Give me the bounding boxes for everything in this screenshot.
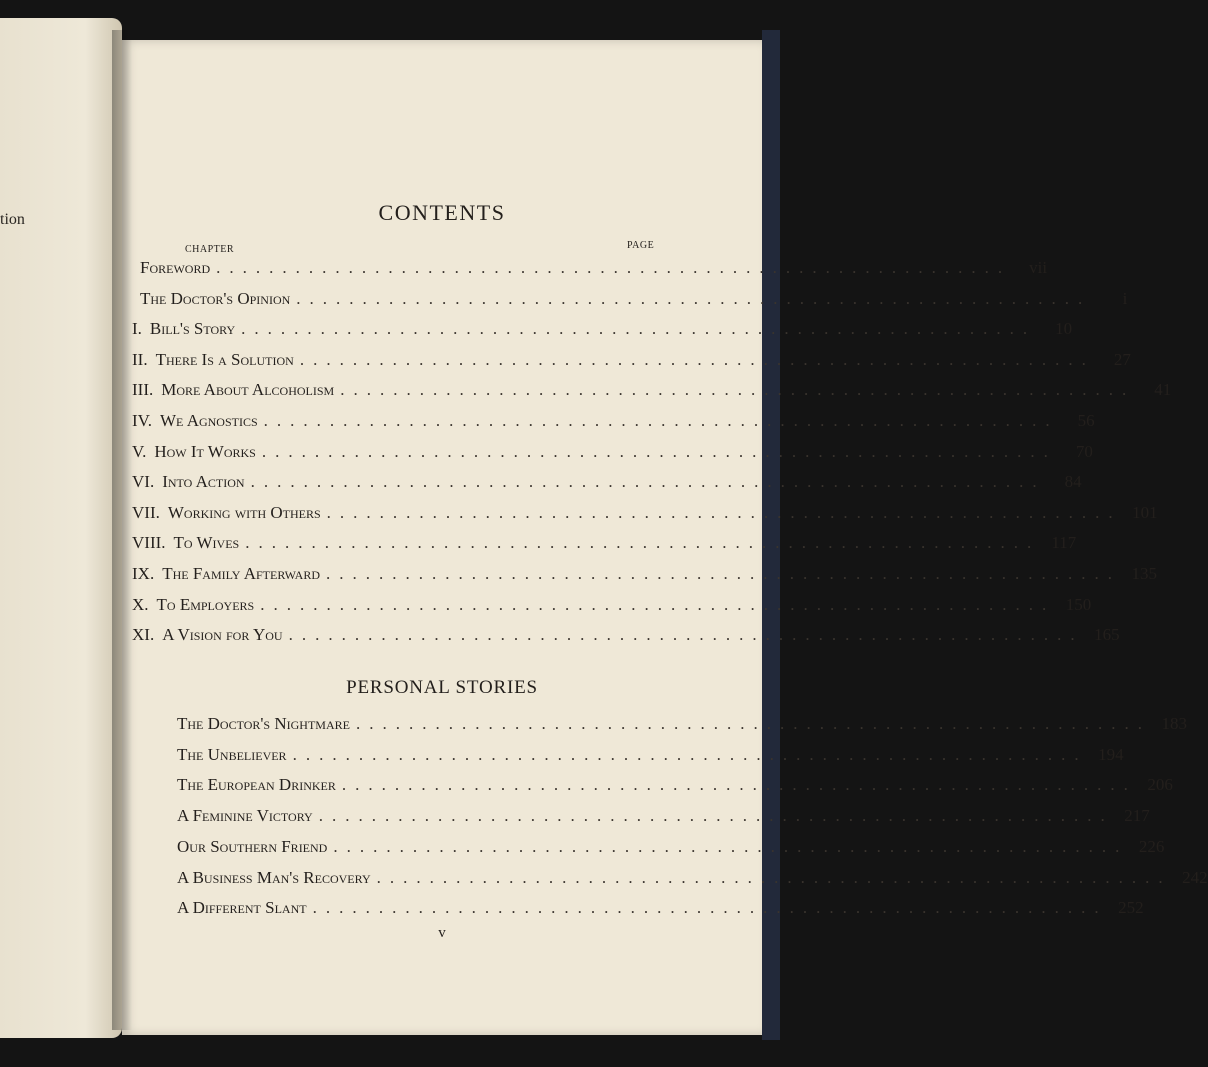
chapter-row [132,593,1092,617]
chapter-page-number: 56 [1077,411,1095,430]
chapter-row [132,470,1082,494]
dot-leader: ............................................................ [263,411,1059,430]
dot-leader: ............................................................ [318,806,1114,826]
dot-leader: ............................................................ [216,258,1012,277]
story-row [177,743,1124,767]
page-folio: v [438,925,446,941]
story-row [177,835,1165,859]
chapter-page-number: 150 [1065,594,1092,614]
dot-leader: ............................................................ [288,625,1084,645]
dot-leader: ............................................................ [326,502,1122,522]
chapter-number: III. [132,380,154,400]
chapter-number: I. [132,319,142,339]
chapter-number: VI. [132,472,155,492]
dot-leader: ............................................................ [312,898,1108,918]
chapter-row [132,287,1128,311]
chapter-number: VII. [132,502,160,522]
chapter-row [132,562,1158,586]
dot-leader: ............................................................ [245,533,1041,553]
chapter-page-number: vii [1029,258,1048,277]
dot-leader: ............................................................ [355,714,1151,733]
chapter-row [132,378,1172,402]
chapter-row [132,348,1131,372]
chapter-row [132,501,1158,525]
table-of-contents [122,40,1208,1035]
chapter-page-number: 165 [1094,625,1120,645]
chapter-title: To Wives [173,533,240,553]
chapter-page-number: 41 [1154,380,1172,400]
story-row [177,712,1187,736]
chapter-title: Bill's Story [149,319,236,339]
chapter-row [132,317,1073,341]
story-page-number: 183 [1161,714,1187,733]
dot-leader: ............................................................ [299,349,1095,369]
chapter-page-number: i [1122,288,1128,308]
story-title: The European Drinker [177,775,336,795]
page-column-header: PAGE [627,240,655,251]
dot-leader: ............................................................ [376,867,1172,887]
chapter-number: IX. [132,564,155,583]
story-title: The Unbeliever [177,744,287,764]
chapter-page-number: 70 [1075,441,1093,461]
story-page-number: 206 [1147,775,1173,795]
story-row [177,866,1208,890]
dot-leader: ............................................................ [261,441,1057,461]
chapter-row [132,440,1093,464]
dot-leader: ............................................................ [340,380,1136,400]
contents-title: CONTENTS [378,200,506,225]
gutter-shadow [112,30,132,1030]
dot-leader: ............................................................ [326,564,1122,583]
chapter-title: More About Alcoholism [161,380,335,400]
dot-leader: ............................................................ [260,594,1056,614]
chapter-page-number: 135 [1131,564,1158,583]
chapter-number: IV. [132,411,152,430]
chapter-title: There Is a Solution [155,349,294,369]
chapter-number: II. [132,349,148,369]
chapter-row [132,256,1048,280]
chapter-number: X. [132,594,149,614]
chapter-title: Working with Others [167,502,321,522]
chapter-page-number: 101 [1132,502,1158,522]
chapter-title: Foreword [140,258,211,277]
story-row [177,896,1144,920]
chapter-row [132,409,1095,433]
dot-leader: ............................................................ [333,836,1129,856]
chapter-title: How It Works [154,441,256,461]
story-row [177,773,1173,797]
chapter-number: VIII. [132,533,166,553]
story-title: Our Southern Friend [177,836,328,856]
dot-leader: ............................................................ [296,288,1092,308]
chapter-page-number: 27 [1113,349,1131,369]
dot-leader: ............................................................ [250,472,1046,492]
chapter-row [132,531,1077,555]
story-page-number: 217 [1124,806,1150,826]
chapter-title: To Employers [156,594,255,614]
chapter-title: The Family Afterward [162,564,321,583]
story-title: A Different Slant [177,898,307,918]
story-page-number: 226 [1138,836,1165,856]
chapter-page-number: 84 [1064,472,1082,492]
personal-stories-title: PERSONAL STORIES [346,677,538,698]
dot-leader: ............................................................ [241,319,1037,339]
chapter-page-number: 10 [1055,319,1073,339]
chapter-number: V. [132,441,147,461]
left-page-fragment: tion [0,211,25,228]
chapter-row [132,623,1120,647]
dot-leader: ............................................................ [341,775,1137,795]
story-page-number: 252 [1118,898,1144,918]
chapter-page-number: 117 [1051,533,1077,553]
left-page [0,18,122,1038]
chapter-number: XI. [132,625,155,645]
story-title: A Feminine Victory [177,806,313,826]
story-title: A Business Man's Recovery [177,867,371,887]
dot-leader: ............................................................ [292,744,1088,764]
story-row [177,804,1150,828]
chapter-title: We Agnostics [160,411,258,430]
chapter-title: A Vision for You [162,625,283,645]
chapter-column-header: CHAPTER [185,244,235,255]
contents-page [122,40,1208,1035]
chapter-title: Into Action [162,472,245,492]
story-page-number: 242 [1182,867,1208,887]
story-title: The Doctor's Nightmare [177,714,350,733]
story-page-number: 194 [1098,744,1124,764]
chapter-title: The Doctor's Opinion [140,288,291,308]
